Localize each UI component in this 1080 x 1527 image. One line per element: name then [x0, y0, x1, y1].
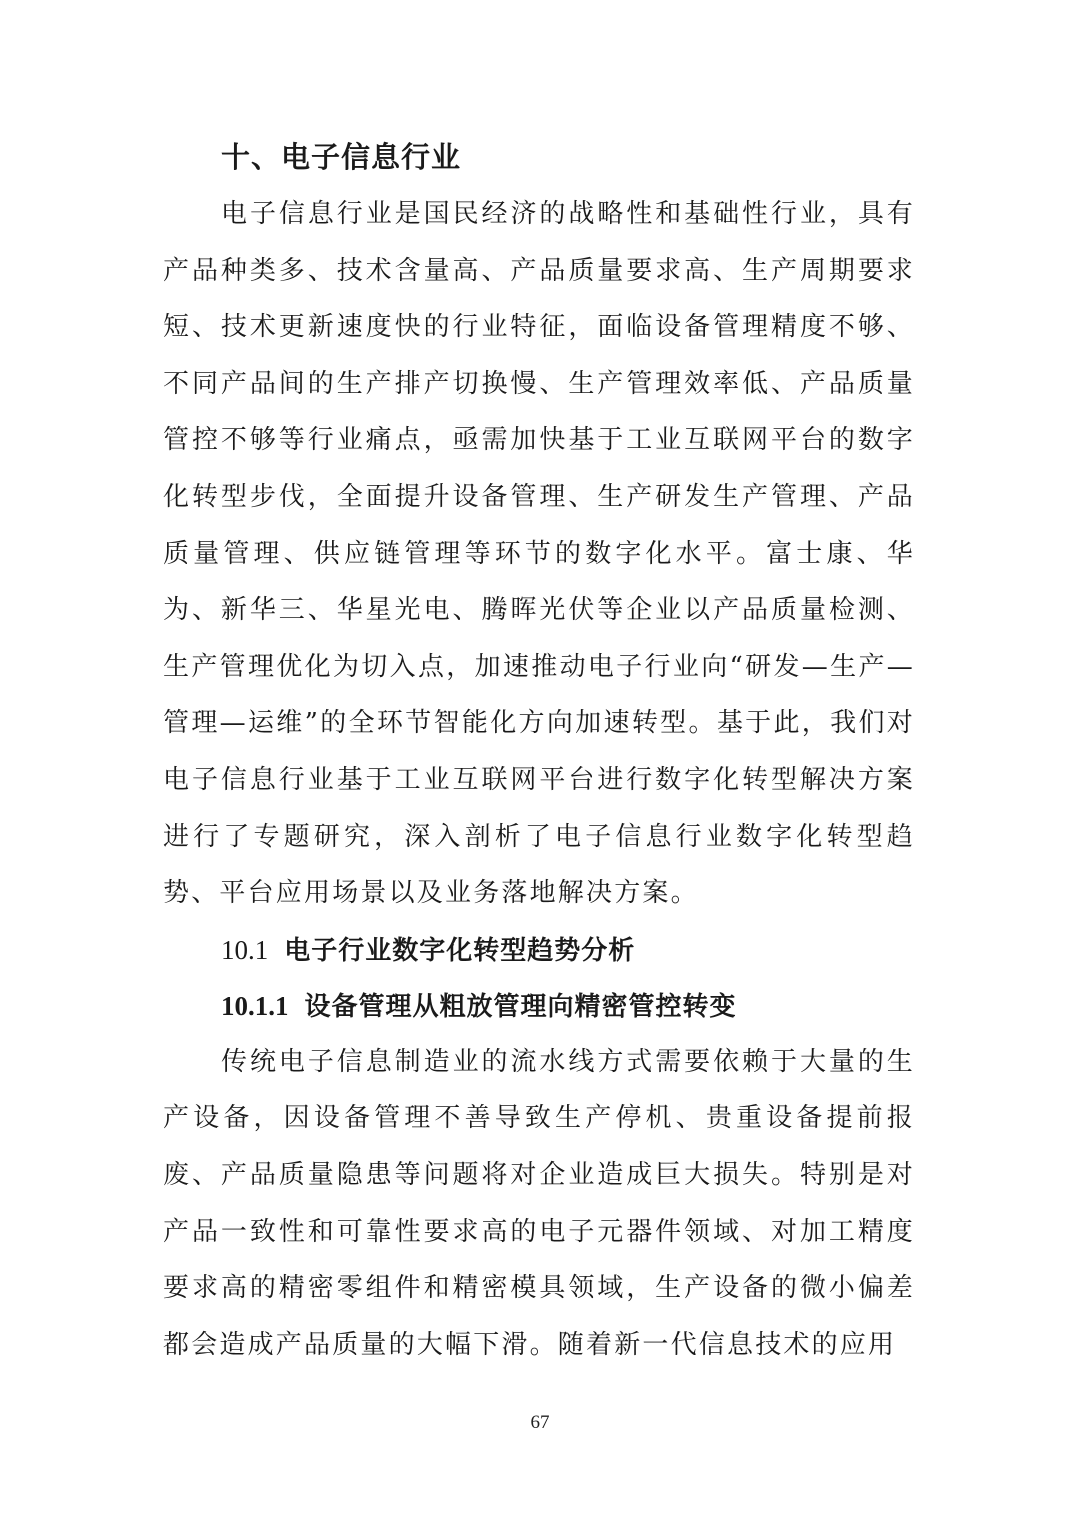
- section-number: 10.1: [221, 934, 269, 965]
- body-paragraph: 传统电子信息制造业的流水线方式需要依赖于大量的生产设备，因设备管理不善导致生产停机、贵重设备提前报废、产品质量隐患等问题将对企业造成巨大损失。特别是对产品一致性和可靠性要求高的电子元器件领域、对加工精度要求高的精密零组件和精密模具领域，生产设备的微小偏差都会造成产品质量的大幅下滑。随着新一代信息技术的应用: [163, 1046, 915, 1360]
- intro-paragraph: 电子信息行业是国民经济的战略性和基础性行业，具有产品种类多、技术含量高、产品质量要求高、生产周期要求短、技术更新速度快的行业特征，面临设备管理精度不够、不同产品间的生产排产切换慢、生产管理效率低、产品质量管控不够等行业痛点，亟需加快基于工业互联网平台的数字化转型步伐，全面提升设备管理、生产研发生产管理、产品质量管理、供应链管理等环节的数字化水平。富士康、华为、新华三、华星光电、腾晖光伏等企业以产品质量检测、生产管理优化为切入点，加速推动电子行业向“研发—生产—管理—运维”的全环节智能化方向加速转型。基于此，我们对电子信息行业基于工业互联网平台进行数字化转型解决方案进行了专题研究，深入剖析了电子信息行业数字化转型趋势、平台应用场景以及业务落地解决方案。: [163, 199, 915, 909]
- section-title: 电子行业数字化转型趋势分析: [284, 935, 636, 966]
- subsection-title: 设备管理从粗放管理向精密管控转变: [304, 991, 737, 1022]
- subsection-heading: [163, 978, 915, 1034]
- page-number: 67: [530, 1412, 550, 1433]
- section-heading: [163, 922, 915, 978]
- subsection-number: 10.1.1: [221, 990, 289, 1021]
- page-content: [163, 128, 915, 1373]
- chapter-title: 十、电子信息行业: [221, 140, 462, 174]
